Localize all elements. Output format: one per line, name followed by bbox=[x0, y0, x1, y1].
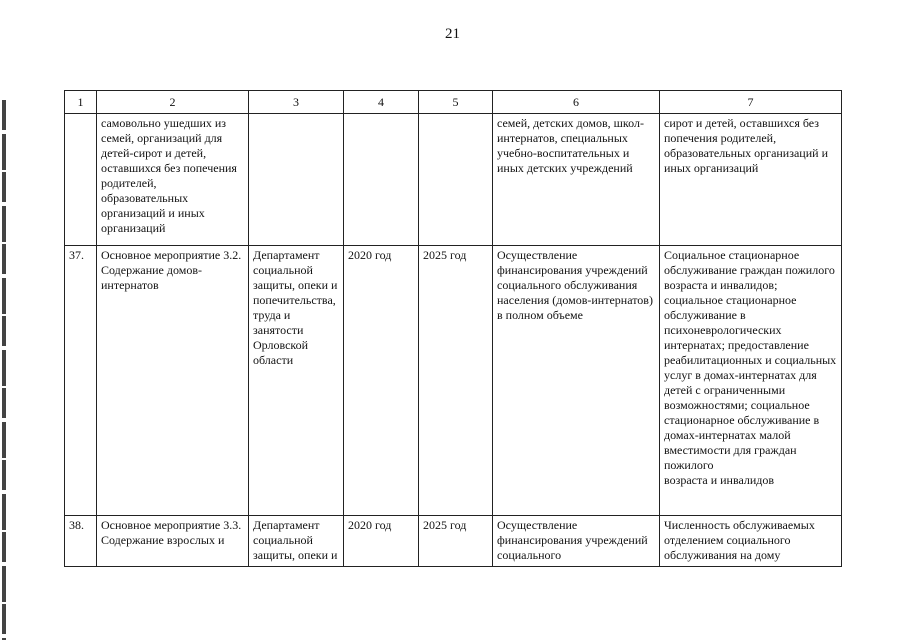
row-number-cell: 38. bbox=[65, 516, 97, 567]
row-number-cell bbox=[65, 114, 97, 246]
column-header: 6 bbox=[493, 91, 660, 114]
column-header: 4 bbox=[344, 91, 419, 114]
table-row-37 bbox=[65, 246, 842, 516]
expected-result-cell: семей, детских домов, школ-интернатов, специальных учебно-воспитательных и иных детских учреждений bbox=[493, 114, 660, 246]
start-year-cell: 2020 год bbox=[344, 516, 419, 567]
column-header: 7 bbox=[660, 91, 842, 114]
table-row-38 bbox=[65, 516, 842, 567]
executor-cell: Департамент социальной защиты, опеки и попечительства, труда и занятости Орловской области bbox=[249, 246, 344, 516]
scan-edge-mark bbox=[2, 100, 6, 640]
start-year-cell bbox=[344, 114, 419, 246]
column-header: 2 bbox=[97, 91, 249, 114]
column-header: 5 bbox=[419, 91, 493, 114]
executor-cell: Департамент социальной защиты, опеки и bbox=[249, 516, 344, 567]
end-year-cell: 2025 год bbox=[419, 516, 493, 567]
indicator-cell: Численность обслуживаемых отделением социального обслуживания на дому bbox=[660, 516, 842, 567]
indicator-cell: Социальное стационарное обслуживание граждан пожилого возраста и инвалидов; социальное стационарное обслуживание в психоневрологических интернатах; предоставление реабилитационных и социальных услуг в домах-интернатах для детей с ограниченными возможностями; социальное стационарное обслуживание в домах-интернатах малой вместимости для граждан пожилого возраста и инвалидов bbox=[660, 246, 842, 516]
column-header: 3 bbox=[249, 91, 344, 114]
executor-cell bbox=[249, 114, 344, 246]
page-number: 21 bbox=[445, 26, 460, 42]
program-table bbox=[64, 90, 842, 567]
indicator-cell: сирот и детей, оставшихся без попечения родителей, образовательных организаций и иных организаций bbox=[660, 114, 842, 246]
end-year-cell: 2025 год bbox=[419, 246, 493, 516]
expected-result-cell: Осуществление финансирования учреждений социального bbox=[493, 516, 660, 567]
expected-result-cell: Осуществление финансирования учреждений социального обслуживания населения (домов-интернатов) в полном объеме bbox=[493, 246, 660, 516]
row-number-cell: 37. bbox=[65, 246, 97, 516]
table-header-row bbox=[65, 91, 842, 114]
measure-name-cell: самовольно ушедших из семей, организаций для детей-сирот и детей, оставшихся без попечения родителей, образовательных организаций и иных организаций bbox=[97, 114, 249, 246]
measure-name-cell: Основное мероприятие 3.2. Содержание домов-интернатов bbox=[97, 246, 249, 516]
start-year-cell: 2020 год bbox=[344, 246, 419, 516]
measure-name-cell: Основное мероприятие 3.3. Содержание взрослых и bbox=[97, 516, 249, 567]
end-year-cell bbox=[419, 114, 493, 246]
table-row-continuation bbox=[65, 114, 842, 246]
column-header: 1 bbox=[65, 91, 97, 114]
